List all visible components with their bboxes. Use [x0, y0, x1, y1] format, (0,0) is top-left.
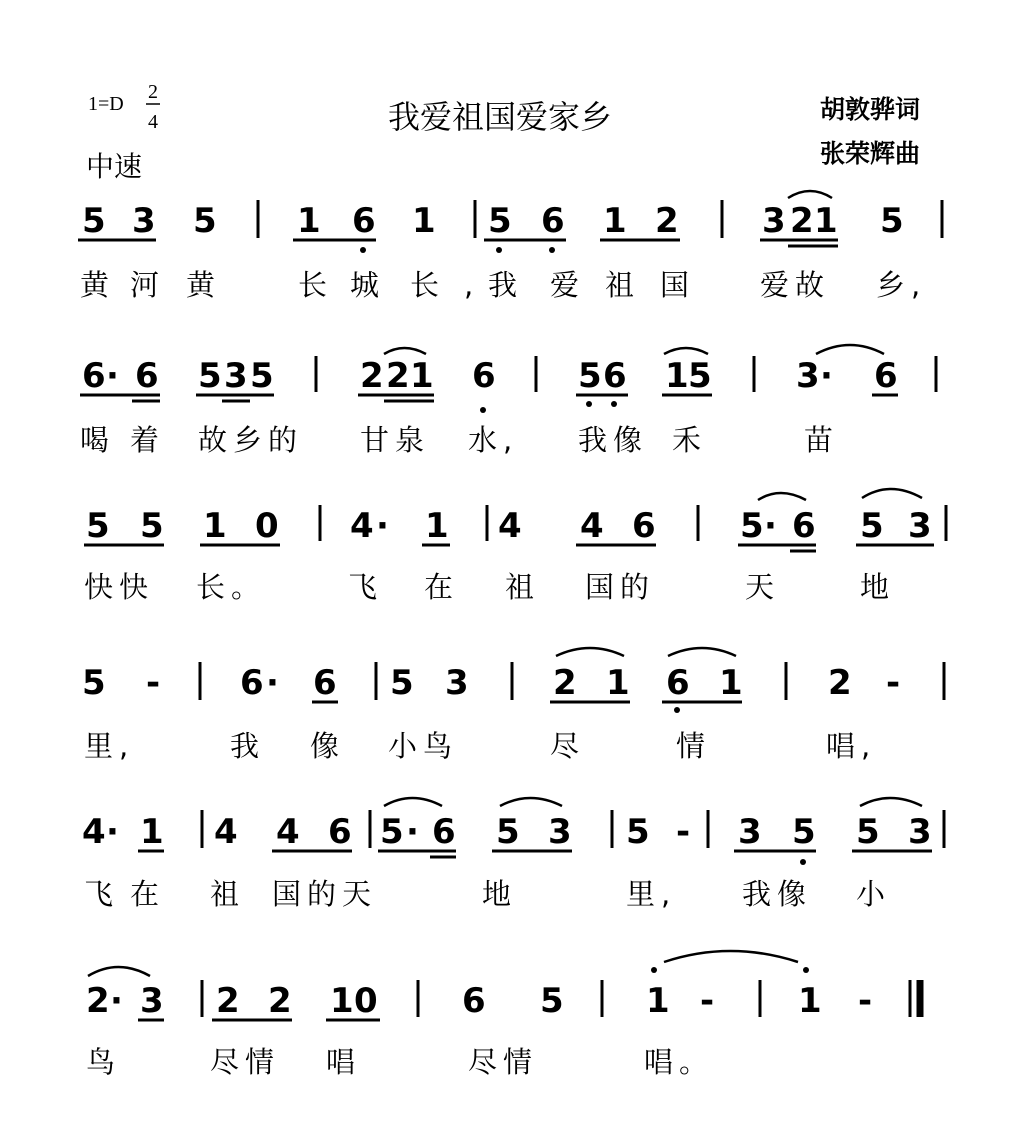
note: 4 — [350, 506, 374, 546]
lyric: 在 — [424, 570, 460, 604]
high-octave-dot — [651, 967, 657, 973]
lyric: 喝 — [80, 423, 116, 457]
composer-credit: 张荣辉曲 — [820, 139, 921, 168]
lyric: 在 — [130, 877, 166, 911]
lyric: 着 — [130, 423, 166, 457]
note: 5 — [540, 981, 564, 1021]
note: 1 — [603, 201, 627, 241]
low-octave-dot — [611, 401, 617, 407]
note: 5 — [792, 812, 816, 852]
lyric: 爱故 — [760, 268, 831, 302]
low-octave-dot — [800, 859, 806, 865]
lyric: 水, — [468, 423, 519, 457]
slur — [88, 967, 150, 976]
note: 6 — [792, 506, 816, 546]
note: 2 — [268, 981, 292, 1021]
note: 1 — [798, 981, 822, 1021]
slur — [816, 345, 884, 354]
key-signature: 1=D — [88, 93, 124, 115]
low-octave-dot — [496, 247, 502, 253]
note: 3 — [762, 201, 786, 241]
note: 2 — [386, 356, 410, 396]
note: 5 — [688, 356, 712, 396]
note: · — [820, 356, 833, 396]
note: 5 — [856, 812, 880, 852]
lyric: 快快 — [84, 570, 155, 604]
note: 6 — [432, 812, 456, 852]
lyric: 爱 — [550, 268, 586, 302]
low-octave-dot — [549, 247, 555, 253]
note: 5 — [140, 506, 164, 546]
note: 3 — [738, 812, 762, 852]
slur — [556, 648, 624, 656]
note: - — [676, 812, 691, 852]
note: 3 — [224, 356, 248, 396]
note: 6 — [313, 663, 337, 703]
lyric: 黄 — [186, 268, 222, 302]
note: 3 — [796, 356, 820, 396]
slur — [384, 348, 426, 354]
tempo-marking: 中速 — [86, 150, 143, 183]
lyric: 长 — [298, 268, 334, 302]
lyric: 国的天 — [272, 877, 378, 911]
note: 5 — [740, 506, 764, 546]
note: 5 — [193, 201, 217, 241]
note: 1 — [203, 506, 227, 546]
note: · — [764, 506, 777, 546]
lyric: 小鸟 — [388, 729, 459, 763]
note: 5 — [626, 812, 650, 852]
note: 6 — [472, 356, 496, 396]
lyric: 国 — [660, 268, 696, 302]
note: 6 — [462, 981, 486, 1021]
lyric: 天 — [745, 570, 781, 604]
note: 1 — [814, 201, 838, 241]
staff-line-6 — [86, 951, 920, 1079]
lyric: 我像 — [742, 877, 813, 911]
lyric: 国的 — [585, 570, 656, 604]
lyric: 祖 — [505, 570, 541, 604]
note: · — [106, 812, 119, 852]
slur — [860, 798, 922, 806]
high-octave-dot — [803, 967, 809, 973]
note: 2 — [553, 663, 577, 703]
slur — [862, 489, 922, 498]
note: 5 — [578, 356, 602, 396]
slur — [788, 191, 832, 198]
note: 3 — [548, 812, 572, 852]
lyric: 情 — [676, 729, 712, 763]
lyric: 甘泉 — [360, 423, 431, 457]
note: 5 — [496, 812, 520, 852]
note: 3 — [132, 201, 156, 241]
lyric: 里, — [626, 877, 677, 911]
note: 4 — [82, 812, 106, 852]
lyric: 地 — [860, 570, 896, 604]
slur — [500, 798, 562, 806]
note: 5 — [86, 506, 110, 546]
note: 6 — [632, 506, 656, 546]
staff-line-3 — [84, 489, 946, 604]
lyric: 里, — [84, 729, 135, 763]
note: · — [376, 506, 389, 546]
lyric: 尽 — [550, 729, 586, 763]
note: 2 — [360, 356, 384, 396]
note: 6 — [541, 201, 565, 241]
note: 3 — [140, 981, 164, 1021]
lyric: 我像 — [578, 423, 649, 457]
lyric: 乡, — [876, 268, 927, 302]
note: 1 — [665, 356, 689, 396]
note: 2 — [828, 663, 852, 703]
note: 1 — [297, 201, 321, 241]
note: 0 — [354, 981, 378, 1021]
note: 1 — [425, 506, 449, 546]
note: 6 — [82, 356, 106, 396]
lyric: 地 — [482, 877, 518, 911]
low-octave-dot — [360, 247, 366, 253]
note: 5 — [82, 663, 106, 703]
lyric: 小 — [856, 877, 892, 911]
note: 6 — [874, 356, 898, 396]
lyric: 尽情 — [210, 1045, 281, 1079]
note: 5 — [82, 201, 106, 241]
lyric: 长 — [410, 268, 446, 302]
note: 1 — [606, 663, 630, 703]
lyric: 唱, — [826, 729, 877, 763]
note: 5 — [880, 201, 904, 241]
note: · — [406, 812, 419, 852]
note: 1 — [140, 812, 164, 852]
note: 3 — [908, 812, 932, 852]
lyric: 像 — [310, 729, 346, 763]
low-octave-dot — [480, 407, 486, 413]
note: - — [146, 663, 161, 703]
lyric: 祖 — [210, 877, 246, 911]
note: 1 — [646, 981, 670, 1021]
lyricist-credit: 胡敦骅词 — [820, 95, 921, 124]
lyric: 唱。 — [644, 1045, 715, 1079]
note: 3 — [908, 506, 932, 546]
lyric: 黄 — [80, 268, 116, 302]
note: 6 — [666, 663, 690, 703]
note: 4 — [276, 812, 300, 852]
note: 1 — [412, 201, 436, 241]
lyric: 祖 — [605, 268, 641, 302]
lyric: 尽情 — [468, 1045, 539, 1079]
note: 5 — [488, 201, 512, 241]
note: · — [110, 981, 123, 1021]
note: 6 — [352, 201, 376, 241]
slur — [384, 798, 442, 806]
slur — [668, 648, 736, 656]
note: 3 — [445, 663, 469, 703]
note: 6 — [240, 663, 264, 703]
note: - — [700, 981, 715, 1021]
slur — [758, 493, 806, 500]
time-signature-denominator: 4 — [148, 111, 158, 133]
staff-line-2 — [80, 345, 936, 457]
note: 1 — [719, 663, 743, 703]
note: 5 — [860, 506, 884, 546]
note: 4 — [580, 506, 604, 546]
low-octave-dot — [674, 707, 680, 713]
note: - — [886, 663, 901, 703]
lyric: 苗 — [804, 423, 840, 457]
lyric: 鸟 — [86, 1045, 122, 1079]
note: 0 — [255, 506, 279, 546]
note: 1 — [330, 981, 354, 1021]
lyric: 禾 — [672, 423, 708, 457]
lyric: 河 — [130, 268, 166, 302]
note: 4 — [498, 506, 522, 546]
note: - — [858, 981, 873, 1021]
note: 2 — [790, 201, 814, 241]
note: 2 — [86, 981, 110, 1021]
note: 6 — [328, 812, 352, 852]
note: 2 — [655, 201, 679, 241]
note: 1 — [410, 356, 434, 396]
song-title: 我爱祖国爱家乡 — [388, 98, 613, 136]
lyric: 长。 — [196, 570, 267, 604]
lyric: 我 — [488, 268, 524, 302]
note: 4 — [214, 812, 238, 852]
slur — [664, 348, 708, 354]
tie — [664, 951, 798, 962]
note: 2 — [216, 981, 240, 1021]
lyric: 我 — [230, 729, 266, 763]
lyric: 飞 — [84, 877, 120, 911]
note: · — [106, 356, 119, 396]
note: 6 — [603, 356, 627, 396]
lyric-punctuation: , — [464, 268, 474, 302]
note: 5 — [380, 812, 404, 852]
lyric: 城 — [350, 268, 386, 302]
lyric: 故乡的 — [198, 423, 304, 457]
lyric: 飞 — [348, 570, 384, 604]
low-octave-dot — [586, 401, 592, 407]
note: 5 — [198, 356, 222, 396]
lyric: 唱 — [326, 1045, 362, 1079]
note: 5 — [390, 663, 414, 703]
staff-line-5 — [82, 798, 944, 911]
note: 6 — [135, 356, 159, 396]
note: · — [266, 663, 279, 703]
note: 5 — [250, 356, 274, 396]
staff-line-4 — [82, 648, 944, 763]
time-signature-numerator: 2 — [148, 81, 158, 103]
staff-line-1 — [78, 191, 942, 302]
